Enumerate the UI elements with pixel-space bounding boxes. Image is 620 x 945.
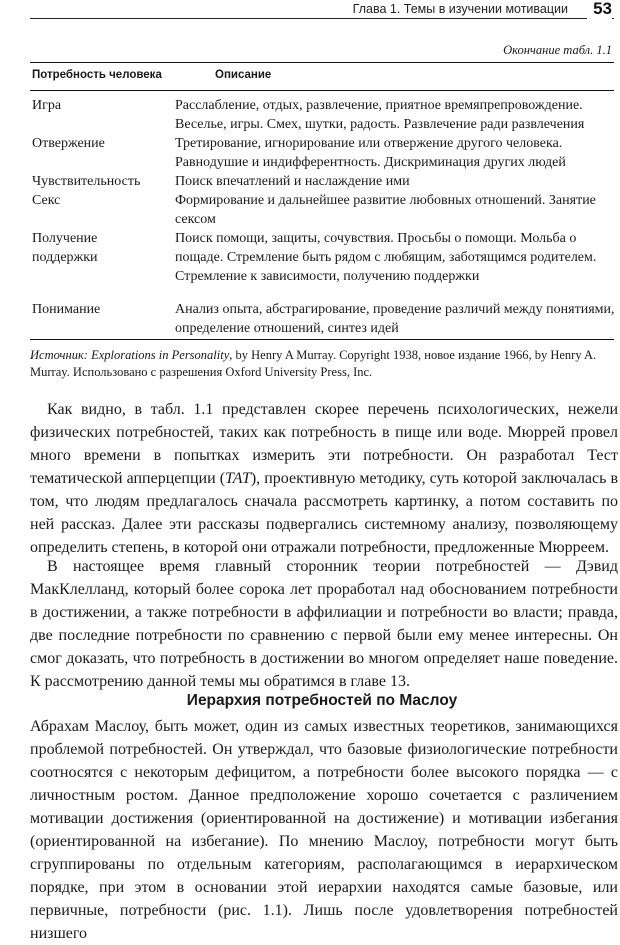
description-cell: Расслабление, отдых, развлечение, приятное времяпрепровождение. Веселье, игры. Смех, шутки, радость. Развлечение ради развлечения xyxy=(175,98,585,132)
chapter-title: Глава 1. Темы в изучении мотивации xyxy=(347,2,568,16)
description-cell: Поиск помощи, защиты, сочувствия. Просьбы о помощи. Мольба о пощаде. Стремление быть рядом с любящим, заботящимся родителем. Стремление к зависимости, получению поддержки xyxy=(175,231,597,284)
need-cell: Получение поддержки xyxy=(32,231,98,265)
description-cell: Формирование и дальнейшее развитие любовных отношений. Занятие сексом xyxy=(175,193,596,227)
source-label: Источник: xyxy=(30,348,88,362)
column-header-need: Потребность человека xyxy=(32,69,162,81)
header-rule xyxy=(30,18,614,19)
table-source-note xyxy=(30,347,614,381)
section-heading: Иерархия потребностей по Маслоу xyxy=(186,692,458,709)
source-title: Explorations in Personality xyxy=(91,348,230,362)
body-paragraph: Как видно, в табл. 1.1 представлен скорее перечень психологических, нежели физических потребностей, таких как потребность в пище или воде. Мюррей провел много времени в попытках измерить эти потребности. Он разработал Тест тематической апперцепции (TAT), проективную методику, суть которой заключалась в том, что людям предлагалось сначала рассмотреть картинку, а потом составить по ней рассказ. Далее эти рассказы подвергались системному анализу, позволяющему определить степень, в которой они отражали потребности, предложенные Мюрреем. xyxy=(30,401,618,556)
body-paragraph: Абрахам Маслоу, быть может, один из самых известных теоретиков, занимающихся проблемой потребностей. Он утверждал, что базовые физиологические потребности соотносятся с некоторым дефицитом, а потребности более высокого порядка — с личностным ростом. Данное предположение хорошо сочетается с различением мотивации достижения (ориентированной на достижение) и мотивации избегания (ориентированной на избегание). По мнению Маслоу, потребности могут быть сгруппированы по отдельным категориям, располагающимся в иерархическом порядке, при этом в основании этой иерархии находятся самые базовые, или первичные, потребности (рис. 1.1). Лишь после удовлетворения потребностей низшего xyxy=(30,718,618,942)
description-cell: Анализ опыта, абстрагирование, проведение различий между понятиями, определение отношений, синтез идей xyxy=(175,302,615,336)
description-cell: Третирование, игнорирование или отвержение другого человека. Равнодушие и индифферентность. Дискриминация других людей xyxy=(175,136,566,170)
need-cell: Понимание xyxy=(32,302,101,317)
need-cell: Отвержение xyxy=(32,136,105,151)
running-header xyxy=(30,0,614,26)
description-cell: Поиск впечатлений и наслаждение ими xyxy=(175,174,410,189)
need-cell: Чувствительность xyxy=(32,174,141,189)
need-cell: Секс xyxy=(32,193,61,208)
need-cell: Игра xyxy=(32,98,62,113)
tat-abbreviation: TAT xyxy=(225,470,251,487)
source-text: , by Henry A Murray. Copyright 1938, новое издание 1966, by Henry A. Murray. Использовано с разрешения Oxford University Press, Inc. xyxy=(30,348,597,379)
table-bottom-rule xyxy=(30,339,614,340)
table-continuation-label: Окончание табл. 1.1 xyxy=(503,43,612,57)
page-number: 53 xyxy=(587,0,612,19)
body-paragraph: В настоящее время главный сторонник теории потребностей — Дэвид МакКлелланд, который более сорока лет проработал над обоснованием потребности в достижении, а также потребности в аффилиации и потребности во власти; правда, две последние потребности по сравнению с первой были ему менее интересны. Он смог доказать, что потребность в достижении во многом определяет наше поведение. К рассмотрению данной темы мы обратимся в главе 13. xyxy=(30,558,618,690)
column-header-description: Описание xyxy=(215,69,272,81)
table-header xyxy=(30,62,614,91)
